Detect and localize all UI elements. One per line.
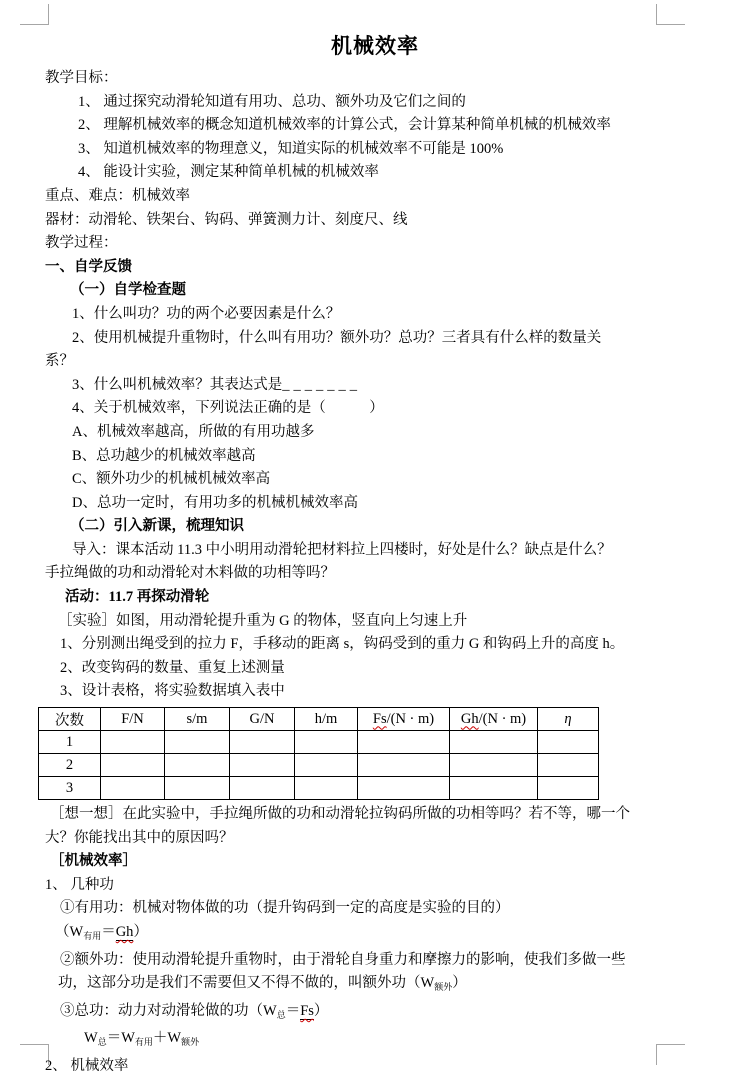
option-d: D、总功一定时，有用功多的机械机械效率高: [72, 494, 358, 511]
subscript-total: 总: [97, 1037, 107, 1048]
table-cell: [450, 731, 538, 754]
line-lead-in: 导入：课本活动 11.3 中小明用动滑轮把材料拉上四楼时，好处是什么？缺点是什么？: [72, 541, 612, 558]
table-cell: [165, 731, 230, 754]
table-header-row: [39, 708, 599, 731]
table-cell: [230, 731, 295, 754]
question-2: 2、使用机械提升重物时，什么叫有用功？额外功？总功？三者具有什么样的数量关: [72, 329, 602, 346]
heading-new-lesson: （二）引入新课，梳理知识: [70, 518, 244, 535]
line-kinds-of-work: 1、 几种功: [45, 876, 114, 893]
formula-open: （W: [55, 924, 84, 940]
table-cell: [295, 777, 358, 800]
experiment-table: [38, 707, 599, 800]
table-cell: [358, 754, 450, 777]
experiment-step-2: 2、改变钩码的数量、重复上述测量: [60, 659, 285, 676]
underline-gh: [116, 924, 134, 941]
heading-activity: 活动：11.7 再探动滑轮: [65, 589, 210, 606]
table-cell-trial-number: 3: [39, 777, 101, 800]
line-extra-work-continued: [45, 972, 705, 1000]
line-total-work: [45, 1000, 705, 1028]
subscript-useful: 有用: [83, 931, 102, 941]
table-cell: [450, 754, 538, 777]
question-3: [45, 374, 705, 398]
spellcheck-gh: Gh: [115, 924, 134, 940]
gh-unit: /(N · m): [478, 710, 527, 727]
heading-self-study-feedback: 一、自学反馈: [45, 258, 132, 275]
table-header-fs: [358, 708, 450, 731]
table-cell-trial-number: 1: [39, 731, 101, 754]
line-mechanical-efficiency-2: 2、 机械效率: [45, 1057, 129, 1074]
line-teaching-goals: 教学目标：: [45, 70, 118, 86]
equals-sign: ＝: [101, 924, 116, 940]
crop-mark-top-right: [656, 4, 685, 25]
table-cell-trial-number: 2: [39, 754, 101, 777]
line-teaching-process: 教学过程：: [45, 235, 118, 252]
table-header-f: F/N: [101, 708, 165, 731]
line-materials: 器材：动滑轮、铁架台、钩码、弹簧测力计、刻度尺、线: [45, 211, 408, 228]
spellcheck-fs: Fs: [300, 1002, 314, 1019]
extra-work-text: 功，这部分功是我们不需要但又不得不做的，叫额外功（W: [58, 975, 435, 992]
fill-in-blank: _______: [282, 376, 361, 393]
question-1: 1、什么叫功？功的两个必要因素是什么？: [72, 305, 341, 322]
table-cell: [165, 777, 230, 800]
table-cell: [230, 754, 295, 777]
goal-item-1: 1、 通过探究动滑轮知道有用功、总功、额外功及它们之间的: [78, 93, 466, 110]
table-cell: [538, 731, 599, 754]
line-useful-work: ①有用功：机械对物体做的功（提升钩码到一定的高度是实验的目的）: [60, 900, 510, 917]
option-a: A、机械效率越高，所做的有用功越多: [72, 423, 315, 440]
crop-mark-top-left: [20, 4, 49, 25]
table-cell: [230, 777, 295, 800]
table-cell: [538, 777, 599, 800]
plus-w: ＋W: [152, 1030, 182, 1047]
line-experiment: ［实验］如图，用动滑轮提升重为 G 的物体，竖直向上匀速上升: [58, 612, 468, 629]
table-row: [39, 754, 599, 777]
question-2-continued: 系？: [45, 353, 74, 370]
table-cell: [538, 754, 599, 777]
table-row: [39, 777, 599, 800]
line-key-points: 重点、难点：机械效率: [45, 187, 190, 204]
table-header-cishu: 次数: [39, 708, 101, 731]
experiment-step-1: 1、分别测出绳受到的拉力 F，手移动的距离 s，钩码受到的重力 G 和钩码上升的高度 h。: [60, 636, 625, 653]
table-cell: [101, 777, 165, 800]
equals-w: ＝W: [106, 1030, 135, 1047]
heading-self-check-questions: （一）自学检查题: [70, 282, 186, 299]
table-cell: [295, 731, 358, 754]
document-content: [45, 33, 705, 1079]
subscript-total: 总: [276, 1009, 286, 1020]
spellcheck-fs: Fs: [372, 710, 387, 727]
experiment-step-3: 3、设计表格，将实验数据填入表中: [60, 683, 285, 700]
table-row: [39, 731, 599, 754]
table-cell: [358, 731, 450, 754]
page-title: 机械效率: [331, 34, 419, 58]
equals-sign: ＝: [285, 1002, 301, 1019]
formula-close: ）: [133, 924, 148, 940]
goal-item-4: 4、 能设计实验，测定某种简单机械的机械效率: [78, 164, 379, 181]
line-think-continued: 大？你能找出其中的原因吗？: [45, 829, 234, 846]
formula-useful-work: [45, 921, 705, 949]
table-header-eta: η: [538, 708, 599, 731]
total-work-text: ③总功：动力对动滑轮做的功（W: [60, 1002, 277, 1019]
line-lead-in-continued: 手拉绳做的功和动滑轮对木料做的功相等吗？: [45, 565, 335, 582]
table-header-h: h/m: [295, 708, 358, 731]
goal-item-3: 3、 知道机械效率的物理意义，知道实际的机械效率不可能是 100%: [78, 140, 504, 157]
question-4: 4、关于机械效率，下列说法正确的是（ ）: [72, 400, 384, 417]
table-cell: [358, 777, 450, 800]
underline-fs: [300, 1003, 314, 1020]
line-extra-work: ②额外功：使用动滑轮提升重物时，由于滑轮自身重力和摩擦力的影响，使我们多做一些: [60, 951, 626, 968]
subscript-useful: 有用: [134, 1037, 153, 1048]
spellcheck-gh: Gh: [460, 710, 479, 727]
formula-close: ）: [452, 975, 467, 992]
question-3-text: 3、什么叫机械效率？其表达式是: [72, 376, 283, 393]
table-cell: [165, 754, 230, 777]
table-header-g: G/N: [230, 708, 295, 731]
w-symbol: W: [84, 1030, 98, 1047]
subscript-extra: 额外: [434, 982, 453, 993]
formula-work-sum: [45, 1027, 705, 1055]
table-cell: [101, 754, 165, 777]
subscript-extra: 额外: [181, 1037, 200, 1048]
formula-close: ）: [313, 1002, 329, 1019]
option-b: B、总功越少的机械效率越高: [72, 447, 256, 464]
fs-unit: /(N · m): [386, 710, 435, 727]
table-cell: [295, 754, 358, 777]
line-think: ［想一想］在此实验中，手拉绳所做的功和动滑轮拉钩码所做的功相等吗？若不等，哪一个: [50, 806, 630, 823]
table-cell: [450, 777, 538, 800]
table-header-s: s/m: [165, 708, 230, 731]
table-cell: [101, 731, 165, 754]
goal-item-2: 2、 理解机械效率的概念知道机械效率的计算公式，会计算某种简单机械的机械效率: [78, 117, 611, 134]
table-header-gh: [450, 708, 538, 731]
heading-mechanical-efficiency: ［机械效率］: [50, 853, 137, 870]
option-c: C、额外功少的机械机械效率高: [72, 471, 271, 488]
